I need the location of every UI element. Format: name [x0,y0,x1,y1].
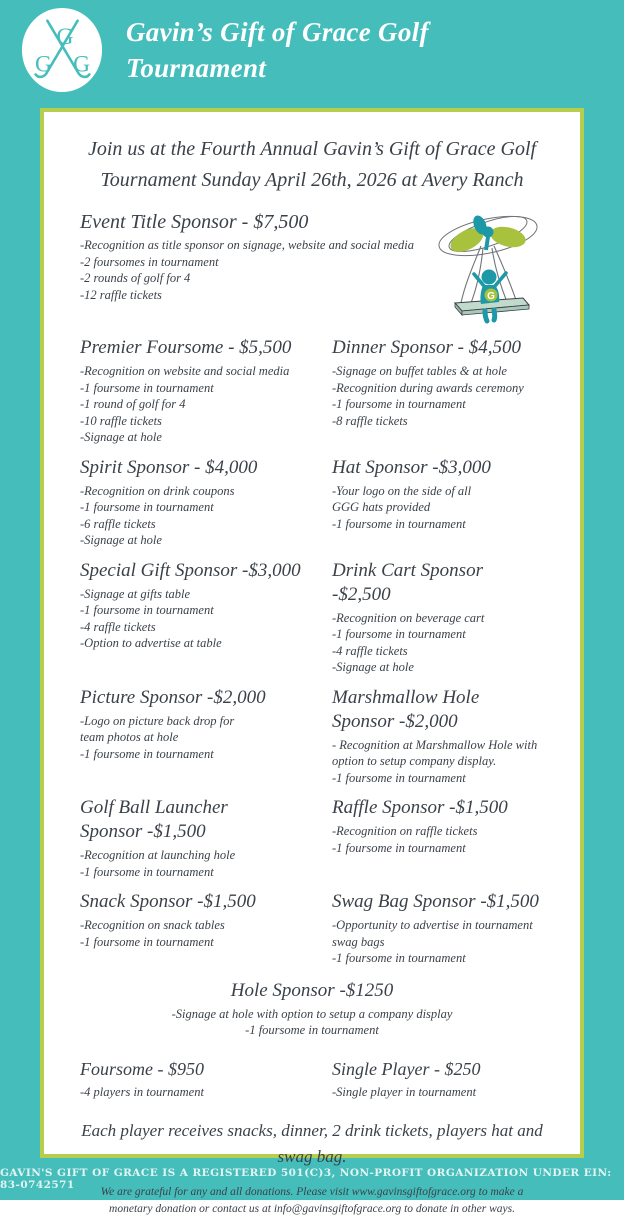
benefit-line: -2 foursomes in tournament [80,254,219,269]
benefit-line: -Signage at gifts table [80,586,191,601]
benefit-line: -10 raffle tickets [80,413,162,428]
benefit-line: - Recognition at Marshmallow Hole with [332,737,538,752]
sponsor-benefits [80,847,332,880]
benefit-line: -Single player in tournament [332,1084,477,1099]
sponsor-title [80,686,332,710]
foursome-entry [80,1057,332,1101]
sponsor-benefits [80,713,332,763]
header-banner [0,0,624,100]
benefit-line: -1 foursome in tournament [80,746,214,761]
sponsor-benefits [332,610,544,676]
sponsor-title-line: Marshmallow Hole [332,686,480,708]
sponsor-title [80,456,332,480]
benefit-line: -Option to advertise at table [80,636,222,650]
sponsor-grid [80,336,544,967]
benefit-line: -1 foursome in tournament [80,603,214,617]
featured-sponsor [80,206,430,322]
sponsor-title: Foursome - $950 [80,1058,204,1079]
benefit-line: -1 foursome in tournament [245,1023,379,1037]
sponsor-benefits [80,237,430,303]
sponsor-block [80,796,332,880]
sponsor-block [80,336,332,446]
sponsor-title-line: Drink Cart Sponsor -$2,500 [332,559,483,605]
benefit-line: -Signage at hole with option to setup a company display [171,1006,453,1021]
sponsor-block [332,559,544,676]
benefit-line: -Recognition on snack tables [80,918,225,932]
sponsor-block [80,686,332,787]
sponsor-title-line: Hat Sponsor -$3,000 [332,456,491,478]
sponsor-title [80,559,332,583]
sponsor-benefits [80,917,332,950]
benefit-line: -Opportunity to advertise in tournament [332,918,533,932]
benefit-line: -1 foursome in tournament [332,516,466,531]
sponsor-block [332,686,544,787]
benefit-line: GGG hats provided [332,500,431,514]
sponsor-title-line: Golf Ball Launcher [80,797,228,818]
sponsor-title [332,336,544,360]
child-on-swing-illustration [430,206,544,322]
benefit-line: -Recognition as title sponsor on signage, website and social media [80,238,414,252]
benefit-line: -Logo on picture back drop for [80,713,235,728]
sponsor-benefits [332,363,544,429]
featured-sponsor-row [80,206,544,322]
sponsor-benefits [80,1084,332,1101]
benefit-line: team photos at hole [80,730,179,744]
benefit-line: -Signage at hole [332,660,414,674]
sponsor-block [332,336,544,446]
sponsor-benefits [332,823,544,856]
benefit-line: -Recognition during awards ceremony [332,380,524,395]
page-title-line2: Tournament [126,53,267,83]
benefit-line: -1 foursome in tournament [80,500,214,514]
intro-line2: Tournament Sunday April 26th, 2026 at Avery Ranch [100,169,524,191]
sponsor-title [80,890,332,914]
sponsor-benefits [80,363,332,446]
benefit-line: -1 foursome in tournament [332,627,466,641]
sponsor-benefits [80,1006,544,1039]
sponsor-block [80,456,332,549]
sponsor-title-line: Picture Sponsor -$2,000 [80,686,266,708]
sponsor-title [332,890,544,914]
benefit-line: -1 foursome in tournament [332,951,466,965]
benefit-line: -Signage at hole [80,430,162,444]
benefit-line: -1 foursome in tournament [332,397,466,411]
sponsor-title-line: Swag Bag Sponsor -$1,500 [332,891,539,912]
benefit-line: -8 raffle tickets [332,413,408,428]
logo-letter-top: G [56,24,74,51]
player-note: Each player receives snacks, dinner, 2 drink tickets, players hat and swag bag. [81,1121,543,1166]
benefit-line: -Signage on buffet tables & at hole [332,364,507,378]
benefit-line: -6 raffle tickets [80,516,156,531]
donation-note: We are grateful for any and all donations. Please visit www.gavinsgiftofgrace.org to make a monetary donation or contact us at info@gavinsgiftofgrace.org to donate in other ways. [100,1186,524,1215]
sponsor-block [332,890,544,967]
benefit-line: -4 players in tournament [80,1084,204,1099]
sponsor-title [80,336,332,360]
sponsor-benefits [332,917,544,967]
benefit-line: -1 foursome in tournament [332,840,466,855]
sponsor-block [332,796,544,880]
benefit-line: -4 raffle tickets [332,643,408,658]
benefit-line: -1 round of golf for 4 [80,397,186,411]
sponsor-title-line: Sponsor -$1,500 [80,821,206,842]
sponsor-title [332,456,544,480]
single-player-entry [332,1057,544,1101]
sponsor-title [332,686,544,734]
logo-letter-right: G [73,51,91,78]
sponsor-benefits [332,483,544,533]
sponsor-benefits [332,737,544,787]
sponsor-benefits [80,586,332,652]
benefit-line: -Signage at hole [80,533,162,547]
swing-badge-letter: G [487,291,495,302]
benefit-line: -12 raffle tickets [80,287,162,302]
sponsor-block [332,456,544,549]
sponsor-block [80,890,332,967]
benefit-line: -Recognition on beverage cart [332,610,485,625]
benefit-line: -Recognition on raffle tickets [332,824,478,838]
sponsor-title: Single Player - $250 [332,1058,481,1079]
footer-legal: GAVIN'S GIFT OF GRACE IS A REGISTERED 501(C)3, NON-PROFIT ORGANIZATION UNDER EIN: 83-0742571 [0,1167,612,1191]
sponsor-title: Event Title Sponsor - $7,500 [80,211,309,233]
sponsor-title [332,559,544,607]
benefit-line: option to setup company display. [332,754,497,768]
benefit-line: -4 raffle tickets [80,619,156,634]
sponsor-block [80,559,332,676]
intro-line1: Join us at the Fourth Annual Gavin’s Gift of Grace Golf [87,138,537,160]
benefit-line: -Recognition at launching hole [80,848,236,862]
intro-heading [80,134,544,196]
benefit-line: -Recognition on website and social media [80,364,290,378]
sponsor-title-line: Special Gift Sponsor -$3,000 [80,559,301,581]
sponsor-title-line: Snack Sponsor -$1,500 [80,891,256,912]
benefit-line: -1 foursome in tournament [332,770,466,785]
sponsor-benefits [332,1084,544,1101]
hole-sponsor [80,979,544,1039]
entry-pricing-row [80,1057,544,1101]
sponsor-title: Hole Sponsor -$1250 [230,979,394,1001]
benefit-line: -1 foursome in tournament [80,934,214,949]
benefit-line: -Your logo on the side of all [332,483,472,498]
page-title-line1: Gavin’s Gift of Grace Golf [126,17,429,47]
sponsor-title [80,796,332,844]
benefit-line: -2 rounds of golf for 4 [80,271,191,285]
sponsor-title-line: Raffle Sponsor -$1,500 [332,797,508,818]
benefit-line: -1 foursome in tournament [80,864,214,879]
sponsor-title-line: Spirit Sponsor - $4,000 [80,456,258,478]
benefit-line: -Recognition on drink coupons [80,483,235,498]
sponsor-benefits [80,483,332,549]
logo-letter-left: G [34,51,52,78]
benefit-line: swag bags [332,934,385,949]
sponsor-title-line: Premier Foursome - $5,500 [80,337,292,358]
page-title [126,14,429,86]
sponsor-title [332,796,544,820]
sponsor-title-line: Sponsor -$2,000 [332,710,458,732]
benefit-line: -1 foursome in tournament [80,380,214,395]
sponsor-title-line: Dinner Sponsor - $4,500 [332,337,521,358]
ggg-logo-icon [20,7,104,93]
